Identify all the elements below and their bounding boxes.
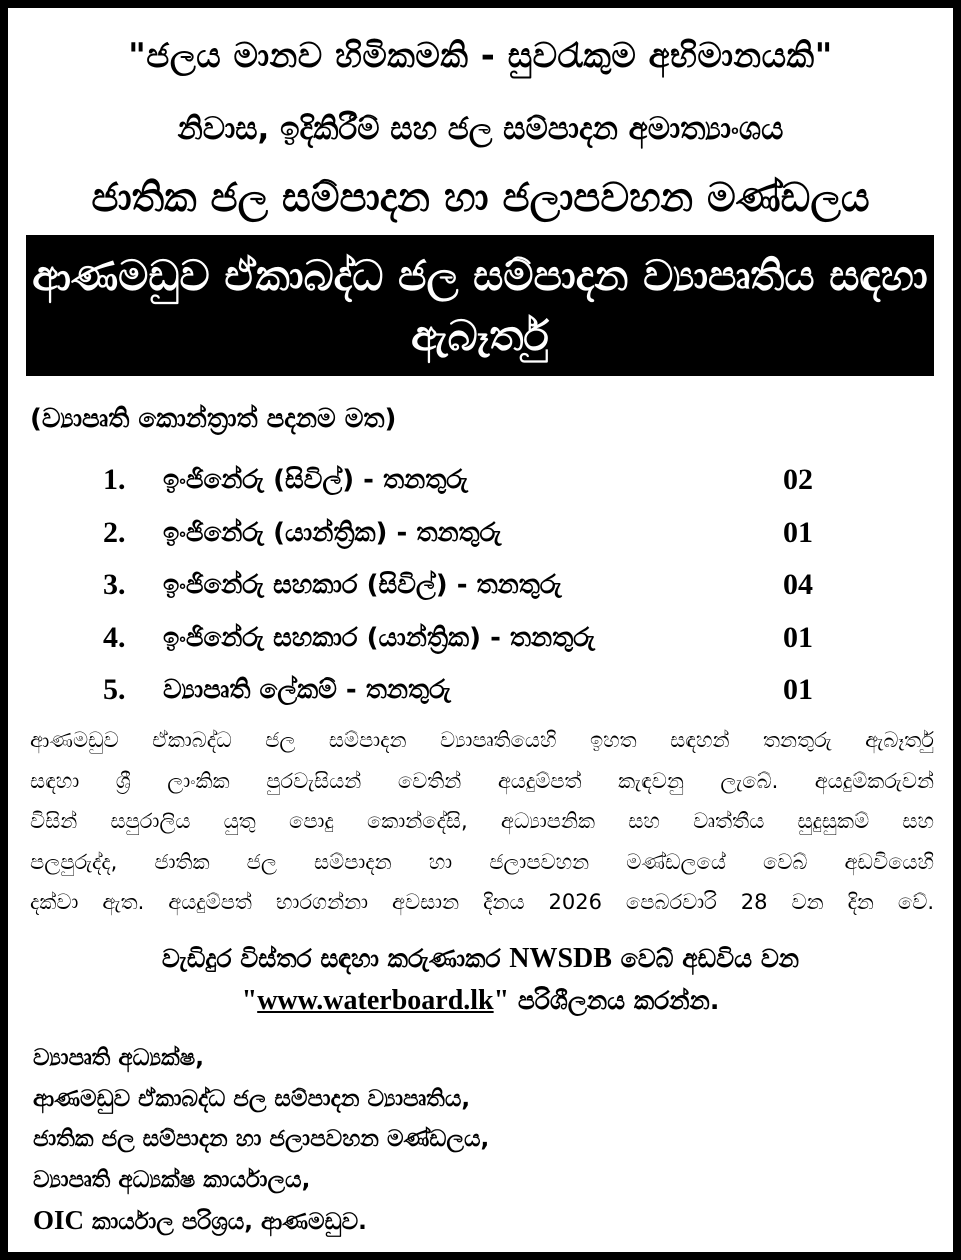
vacancy-number: 1.	[103, 463, 126, 496]
vacancy-count: 01	[783, 673, 813, 706]
vacancy-title: ඉංජිනේරු සහකාර (යාන්ත්‍රික) - තනතුරු	[163, 622, 595, 653]
signature-line: ආණමඩුව ඒකාබද්ධ ජල සම්පාදන ව්‍යාපෘතිය,	[33, 1085, 471, 1112]
paragraph-line: ආණමඩුව ඒකාබද්ධ ජල සම්පාදන ව්‍යාපෘතියෙහි ඉහත සඳහන් තනතුරු ඇබෑර්තු	[30, 728, 934, 752]
cta-line2-suffix: පරිශීලනය කරන්න.	[509, 986, 720, 1015]
vacancy-count: 02	[783, 463, 813, 496]
vacancy-count: 04	[783, 568, 813, 601]
ministry-heading: නිවාස, ඉදිකිරීම් සහ ජල සම්පාදන අමාත්‍යාංශය	[177, 111, 784, 147]
signature-block	[33, 1038, 489, 1243]
signature-line	[33, 1200, 489, 1243]
quote-open: "	[241, 985, 258, 1016]
signature-last-suffix: කාර්යාල පරිශ්‍රය, ආණමඩුව.	[84, 1209, 367, 1235]
vacancy-number: 5.	[103, 673, 126, 706]
vacancy-item	[8, 511, 953, 564]
vacancy-number: 2.	[103, 515, 126, 549]
signature-line: ව්‍යාපෘති අධ්‍යක්ෂ,	[33, 1045, 204, 1071]
vacancy-number: 3.	[103, 568, 126, 601]
vacancy-count: 01	[783, 620, 813, 654]
banner-line-1: ආණමඩුව ඒකාබද්ධ ජල සම්පාදන ව්‍යාපෘතිය සඳහා	[32, 250, 928, 300]
cta-suffix: වෙබ් අඩවිය වන	[611, 944, 800, 973]
vacancy-title: ඉංජිනේරු සහකාර (සිවිල්) - තනතුරු	[163, 570, 562, 600]
vacancy-banner	[26, 235, 934, 376]
signature-line: ජාතික ජල සම්පාදන හා ජලාපවහන මණ්ඩලය,	[33, 1126, 490, 1152]
vacancy-list	[8, 458, 953, 721]
vacancy-number: 4.	[103, 620, 126, 654]
cta-prefix: වැඩිදුර විස්තර සඳහා කරුණාකර	[161, 944, 510, 973]
paragraph-line: පලපුරුද්ද, ජාතික ජල සම්පාදන හා ජලාපවහන මණ්ඩලයේ වෙබ් අඩවියෙහි	[30, 849, 934, 874]
banner-line-2: ඇබෑර්තු	[411, 310, 549, 360]
paragraph-line: විසින් සපුරාලිය යුතු පොදු කොන්දේසි, අධ්‍යාපනික සහ වෘත්තීය සුදුසුකම් සහ	[30, 809, 934, 833]
brand-name: NWSDB	[509, 943, 612, 974]
more-info-notice	[8, 938, 953, 1022]
vacancy-item	[8, 668, 953, 721]
paragraph-line: දක්වා ඇත. අයදුම්පත් භාරගන්නා අවසාන දිනය 2026 පෙබරවාරි 28 වන දින වේ.	[30, 890, 934, 914]
cta-line-2	[8, 980, 953, 1022]
signature-line: ව්‍යාපෘති අධ්‍යක්ෂ කාර්යාලය,	[33, 1166, 311, 1193]
board-heading: ජාතික ජල සම්පාදන හා ජලාපවහන මණ්ඩලය	[91, 175, 870, 221]
vacancy-item	[8, 458, 953, 511]
vacancy-item	[8, 563, 953, 616]
quote-close: "	[493, 985, 510, 1016]
vacancy-title: ඉංජිනේරු (සිවිල්) - තනතුරු	[163, 465, 469, 495]
motto-heading: "ජලය මානව හිමිකමකි - සුවරැකුම අභිමානයකි"	[128, 36, 833, 76]
website-link[interactable]: www.waterboard.lk	[257, 985, 494, 1016]
description-paragraph	[30, 720, 934, 923]
vacancy-title: ඉංජිනේරු (යාන්ත්‍රික) - තනතුරු	[163, 517, 502, 548]
advertisement-frame	[8, 8, 953, 1252]
contract-basis-subheading: (ව්‍යාපෘති කොන්ත්‍රාත් පදනම මත)	[30, 404, 397, 434]
cta-line-1	[8, 938, 953, 980]
oic-label: OIC	[33, 1205, 85, 1235]
vacancy-count: 01	[783, 515, 813, 549]
vacancy-title: ව්‍යාපෘති ලේකම් - තනතුරු	[163, 675, 451, 705]
paragraph-line: සඳහා ශ්‍රී ලාංකික පුරවැසියන් වෙතින් අයදුම්පත් කැඳවනු ලැබේ. අයදුම්කරුවන්	[30, 768, 934, 793]
vacancy-item	[8, 616, 953, 669]
